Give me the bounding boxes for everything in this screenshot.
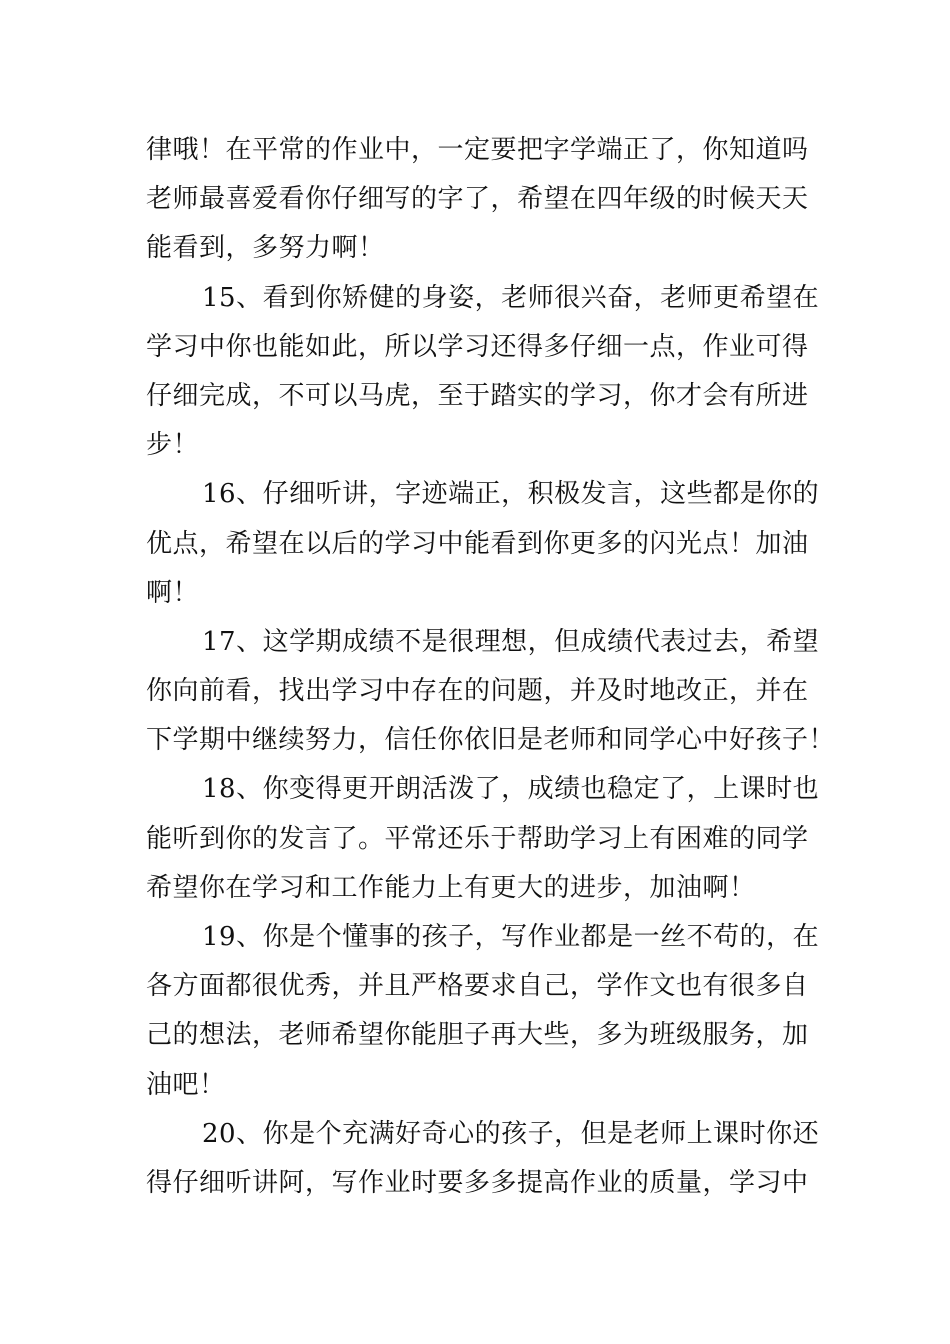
text-line: 步！ — [146, 430, 200, 461]
text-line: 你向前看，找出学习中存在的问题，并及时地改正，并在 — [146, 676, 809, 707]
paragraph-16 — [146, 470, 820, 618]
text-line: 仔细完成，不可以马虎，至于踏实的学习，你才会有所进 — [146, 380, 809, 411]
paragraph-15 — [146, 274, 820, 471]
text-line: 能听到你的发言了。平常还乐于帮助学习上有困难的同学 — [146, 823, 809, 854]
text-line: 19、你是个懂事的孩子，写作业都是一丝不苟的，在 — [202, 922, 820, 952]
paragraph-18 — [146, 765, 820, 913]
paragraph-20 — [146, 1110, 820, 1208]
text-line: 希望你在学习和工作能力上有更大的进步，加油啊！ — [146, 872, 756, 903]
text-line: 律哦！在平常的作业中，一定要把字学端正了，你知道吗 — [146, 135, 809, 165]
paragraph-17 — [146, 618, 836, 766]
text-line: 16、仔细听讲，字迹端正，积极发言，这些都是你的 — [202, 479, 820, 510]
text-line: 15、看到你矫健的身姿，老师很兴奋，老师更希望在 — [202, 282, 820, 313]
text-line: 优点，希望在以后的学习中能看到你更多的闪光点！加油 — [146, 528, 809, 559]
paragraph-19 — [146, 913, 820, 1110]
paragraph-14-continued — [146, 126, 811, 274]
text-line: 啊！ — [146, 577, 200, 608]
text-line: 学习中你也能如此，所以学习还得多仔细一点，作业可得 — [146, 331, 809, 362]
text-line: 油吧！ — [146, 1069, 226, 1100]
text-line: 18、你变得更开朗活泼了，成绩也稳定了，上课时也 — [202, 774, 820, 805]
text-line: 老师最喜爱看你仔细写的字了，希望在四年级的时候天天 — [146, 184, 809, 215]
text-line: 己的想法，老师希望你能胆子再大些，多为班级服务，加 — [146, 1020, 809, 1051]
text-line: 下学期中继续努力，信任你依旧是老师和同学心中好孩子！ — [146, 725, 836, 756]
text-line: 各方面都很优秀，并且严格要求自己，学作文也有很多自 — [146, 971, 809, 1002]
document-body — [146, 126, 836, 1208]
text-line: 17、这学期成绩不是很理想，但成绩代表过去，希望 — [202, 626, 820, 657]
text-line: 20、你是个充满好奇心的孩子，但是老师上课时你还 — [202, 1118, 820, 1149]
text-line: 得仔细听讲阿，写作业时要多多提高作业的质量，学习中 — [146, 1167, 809, 1198]
text-line: 能看到，多努力啊！ — [146, 233, 385, 264]
